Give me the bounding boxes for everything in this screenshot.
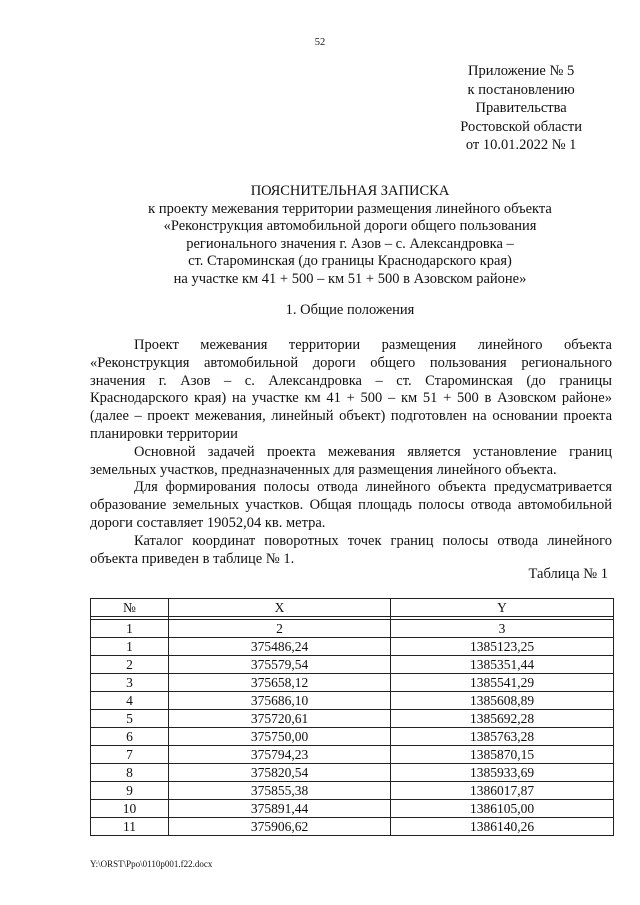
cell-x: 375750,00 [169, 728, 391, 746]
table-header-row [91, 599, 614, 617]
title-subtitle-line: «Реконструкция автомобильной дороги общего пользования [163, 218, 537, 235]
cell-y: 1385933,69 [391, 764, 614, 782]
appendix-line: Ростовской области [460, 118, 582, 135]
page-number: 52 [314, 37, 326, 48]
paragraph: Проект межевания территории размещения линейного объекта «Реконструкция автомобильной дороги общего пользования регионального значения г. Азов – с. Александровка – ст. Староминская (до границы Краснодарского края) на участке км 41 + 500 – км 51 + 500 в Азовском районе» (далее – проект межевания, линейный объект) подготовлен на основании проекта планировки территории [90, 337, 612, 442]
table-row [91, 656, 614, 674]
cell-x: 375658,12 [169, 674, 391, 692]
cell-x: 375855,38 [169, 782, 391, 800]
paragraph: Основной задачей проекта межевания является установление границ земельных участков, предназначенных для размещения линейного объекта. [90, 443, 612, 478]
cell-x: 375720,61 [169, 710, 391, 728]
table-row [91, 728, 614, 746]
row-number: 10 [91, 800, 169, 818]
table-row [91, 692, 614, 710]
table-index-row [91, 620, 614, 638]
table-row [91, 782, 614, 800]
row-number: 3 [91, 674, 169, 692]
row-number: 2 [91, 656, 169, 674]
appendix-line: к постановлению [467, 81, 575, 98]
title-subtitle-line: на участке км 41 + 500 – км 51 + 500 в Азовском районе» [173, 270, 527, 287]
title-subtitle-line: регионального значения г. Азов – с. Александровка – [186, 235, 514, 252]
section-title: 1. Общие положения [285, 302, 415, 318]
row-number: 6 [91, 728, 169, 746]
index-cell: 2 [169, 620, 391, 638]
index-cell: 1 [91, 620, 169, 638]
title-heading: ПОЯСНИТЕЛЬНАЯ ЗАПИСКА [250, 183, 450, 199]
table-row [91, 746, 614, 764]
cell-y: 1385541,29 [391, 674, 614, 692]
cell-y: 1385123,25 [391, 638, 614, 656]
cell-y: 1385351,44 [391, 656, 614, 674]
table-row [91, 638, 614, 656]
cell-y: 1386017,87 [391, 782, 614, 800]
row-number: 8 [91, 764, 169, 782]
appendix-line: Правительства [475, 100, 567, 116]
row-number: 7 [91, 746, 169, 764]
cell-y: 1386105,00 [391, 800, 614, 818]
table-row [91, 800, 614, 818]
row-number: 11 [91, 818, 169, 836]
table-row [91, 710, 614, 728]
cell-y: 1386140,26 [391, 818, 614, 836]
file-path-footer: Y:\ORST\Ppo\0110p001.f22.docx [90, 859, 213, 869]
table-row [91, 818, 614, 836]
row-number: 9 [91, 782, 169, 800]
appendix-block [460, 62, 582, 155]
cell-x: 375820,54 [169, 764, 391, 782]
table-label: Таблица № 1 [528, 566, 608, 582]
header-cell-number: № [91, 599, 169, 617]
appendix-line: от 10.01.2022 № 1 [465, 137, 577, 153]
title-subtitle-line: ст. Староминская (до границы Краснодарского края) [188, 253, 512, 270]
table-row [91, 764, 614, 782]
paragraph: Для формирования полосы отвода линейного объекта предусматривается образование земельных участков. Общая площадь полосы отвода автомобильной дороги составляет 19052,04 кв. метра. [90, 479, 612, 531]
row-number: 1 [91, 638, 169, 656]
table-row [91, 674, 614, 692]
row-number: 4 [91, 692, 169, 710]
cell-y: 1385870,15 [391, 746, 614, 764]
cell-x: 375686,10 [169, 692, 391, 710]
appendix-line: Приложение № 5 [468, 63, 575, 79]
header-cell-x: X [169, 599, 391, 617]
row-number: 5 [91, 710, 169, 728]
document-title [40, 183, 640, 289]
cell-y: 1385763,28 [391, 728, 614, 746]
cell-x: 375891,44 [169, 800, 391, 818]
cell-x: 375794,23 [169, 746, 391, 764]
cell-y: 1385692,28 [391, 710, 614, 728]
cell-x: 375579,54 [169, 656, 391, 674]
title-subtitle-line: к проекту межевания территории размещения линейного объекта [148, 200, 552, 217]
paragraph: Каталог координат поворотных точек границ полосы отвода линейного объекта приведен в таблице № 1. [90, 532, 612, 567]
cell-x: 375906,62 [169, 818, 391, 836]
cell-y: 1385608,89 [391, 692, 614, 710]
index-cell: 3 [391, 620, 614, 638]
coordinates-table [90, 598, 614, 836]
cell-x: 375486,24 [169, 638, 391, 656]
body-text [90, 337, 612, 568]
header-cell-y: Y [391, 599, 614, 617]
